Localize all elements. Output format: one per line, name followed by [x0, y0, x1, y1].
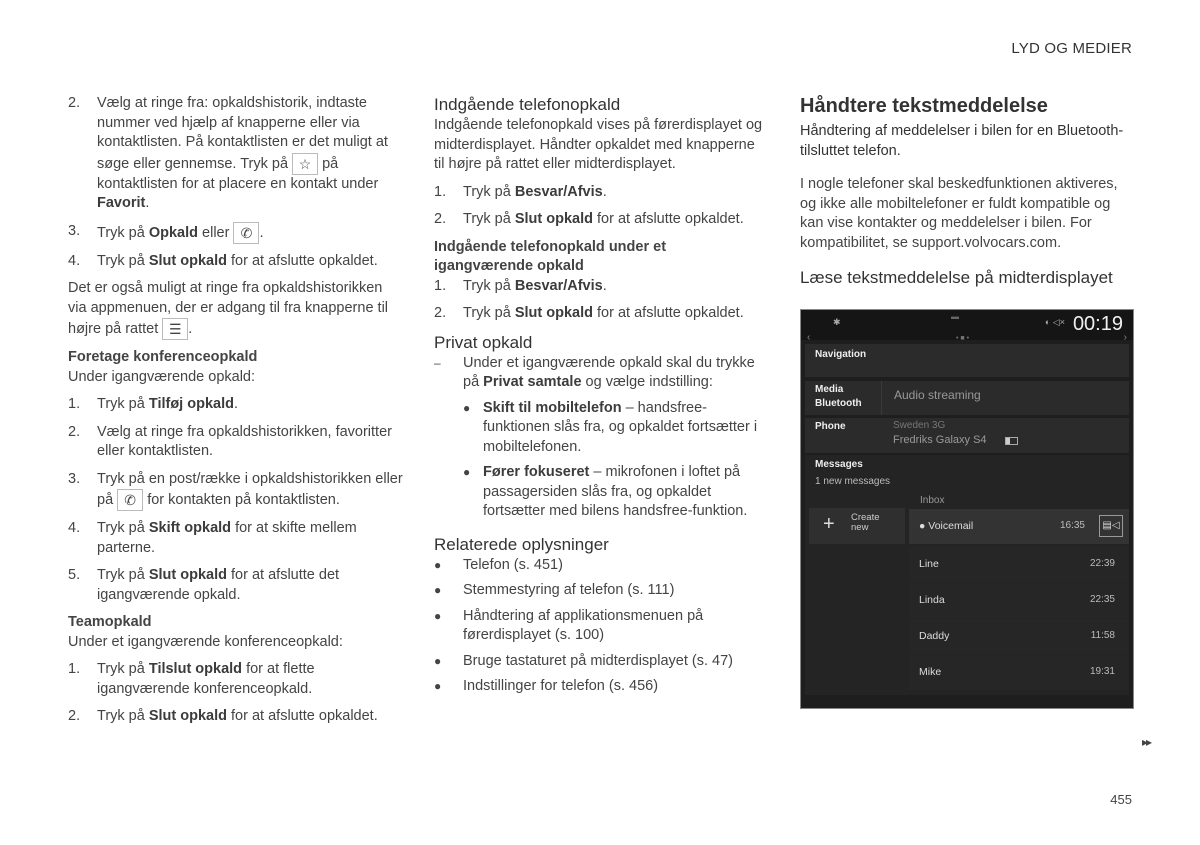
mute-icon: ◐ ◁× — [1044, 317, 1065, 327]
heading-private: Privat opkald — [434, 332, 533, 352]
step-4: 4. Tryk på Slut opkald for at afslutte opkaldet. — [68, 252, 378, 269]
related-link[interactable]: ● Indstillinger for telefon (s. 456) — [434, 678, 659, 694]
related-link[interactable]: ● Håndtering af applikationsmenuen på førerdisplayet (s. 100) — [434, 607, 704, 643]
conf-step-1: 1. Tryk på Tilføj opkald. — [68, 396, 238, 412]
conf-step-3: 3. Tryk på en post/række i opkaldshistorikken eller på ✆ for kontakten på kontaktlisten. — [68, 470, 403, 512]
page-dots-icon: • ■ • — [956, 335, 970, 342]
bluetooth-icon: ✱ — [833, 317, 841, 327]
step-2: 2. Vælg at ringe fra: opkaldshistorik, indtaste nummer ved hjælp af knapperne eller via kontaktlisten. På kontaktlisten er det muligt at søge eller gennemse. Tryk på ☆ på kontaktlisten for at placere en kontakt under Favorit. — [68, 95, 388, 211]
conference-intro: Under igangværende opkald: — [68, 368, 256, 385]
private-item: – Under et igangværende opkald skal du trykke på Privat samtale og vælge indstilling: — [434, 354, 755, 390]
page-number: 455 — [1110, 792, 1132, 807]
related-link[interactable]: ● Telefon (s. 451) — [434, 556, 563, 573]
private-option-driver: ● Fører fokuseret – mikrofonen i loftet på passagersiden slås fra, og opkaldet fortsætter med bilens handsfree-funktion. — [463, 464, 748, 519]
clock: 00:19 — [1072, 313, 1123, 335]
heading-related: Relaterede oplysninger — [434, 534, 609, 554]
related-link[interactable]: ● Stemmestyring af telefon (s. 111) — [434, 582, 675, 598]
message-item[interactable]: Mike 19:31 — [909, 655, 1129, 690]
pull-down-handle-icon[interactable]: ▬ — [951, 312, 959, 321]
conf-step-5: 5. Tryk på Slut opkald for at afslutte det igangværende opkald. — [68, 567, 340, 603]
message-item-voicemail[interactable]: ● Voicemail 16:35 ▤◁ — [909, 509, 1129, 544]
section-header: LYD OG MEDIER — [1011, 40, 1132, 57]
incoming-step-1: 1. Tryk på Besvar/Afvis. — [434, 183, 607, 200]
team-step-1: 1. Tryk på Tilslut opkald for at flette igangværende konferenceopkald. — [68, 661, 315, 697]
incoming-text: Indgående telefonopkald vises på førerdisplayet og midterdisplayet. Håndter opkaldet med knapperne til højre på rattet eller midterdisplayet. — [434, 117, 763, 172]
heading-text-messages: Håndtere tekstmeddelelse — [800, 95, 1048, 117]
message-item[interactable]: Daddy 11:58 — [909, 619, 1129, 654]
list-menu-icon: ☰ — [162, 318, 188, 340]
create-new-button[interactable]: + Create new — [809, 508, 905, 544]
heading-conference: Foretage konferenceopkald — [68, 349, 258, 365]
paragraph-history: Det er også muligt at ringe fra opkaldshistorikken via appmenuen, der er adgang til fra knapperne til højre på rattet ☰ . — [68, 279, 403, 340]
phone-icon: ✆ — [233, 222, 259, 244]
star-icon: ☆ — [292, 153, 318, 175]
column-2 — [434, 94, 764, 703]
messages-tile: Messages 1 new messages Inbox — [805, 455, 1129, 695]
related-link[interactable]: ● Bruge tastaturet på midterdisplayet (s. 47) — [434, 652, 733, 669]
during-step-2: 2. Tryk på Slut opkald for at afslutte opkaldet. — [434, 305, 744, 321]
navigation-tile[interactable]: Navigation — [805, 344, 1129, 377]
conf-step-2: 2. Vælg at ringe fra opkaldshistorikken, favoritter eller kontaktlisten. — [68, 423, 392, 459]
continue-arrows-icon: ▸▸ — [1141, 735, 1150, 749]
phone-tile[interactable]: Phone Sweden 3G Fredriks Galaxy S4 — [805, 418, 1129, 453]
read-aloud-icon[interactable]: ▤◁ — [1099, 515, 1123, 537]
battery-icon — [1005, 437, 1018, 445]
heading-incoming: Indgående telefonopkald — [434, 95, 621, 114]
message-item[interactable]: Line 22:39 — [909, 547, 1129, 582]
media-tile[interactable]: Media Bluetooth Audio streaming — [805, 381, 1129, 415]
team-step-2: 2. Tryk på Slut opkald for at afslutte opkaldet. — [68, 708, 378, 724]
during-step-1: 1. Tryk på Besvar/Afvis. — [434, 277, 607, 294]
phone-icon: ✆ — [117, 489, 143, 511]
chevron-right-icon: › — [1123, 332, 1127, 343]
text-messages-body: I nogle telefoner skal beskedfunktionen aktiveres, og ikke alle mobiltelefoner er fuldt kompatible og kan vise kontakter og meddelelser i bilen. For kompatibilitet, se support.volvocars.com. — [800, 176, 1118, 251]
column-3 — [800, 94, 1136, 289]
heading-incoming-during: Indgående telefonopkald under et igangværende opkald — [434, 238, 667, 274]
step-3: 3. Tryk på Opkald eller ✆ . — [68, 222, 403, 244]
plus-icon: + — [823, 513, 835, 535]
chevron-left-icon: ‹ — [807, 332, 811, 343]
heading-read-message: Læse tekstmeddelelse på midterdisplayet — [800, 268, 1113, 287]
column-1 — [68, 94, 403, 735]
center-display-screenshot — [800, 309, 1134, 709]
private-option-mobile: ● Skift til mobiltelefon – handsfree-funktionen slås fra, og opkaldet fortsætter i mobiltelefonen. — [463, 399, 758, 455]
message-item[interactable]: Linda 22:35 — [909, 583, 1129, 618]
heading-team-call: Teamopkald — [68, 614, 152, 630]
team-intro: Under et igangværende konferenceopkald: — [68, 633, 343, 650]
conf-step-4: 4. Tryk på Skift opkald for at skifte mellem parterne. — [68, 520, 357, 556]
incoming-step-2: 2. Tryk på Slut opkald for at afslutte opkaldet. — [434, 211, 744, 227]
text-messages-intro: Håndtering af meddelelser i bilen for en Bluetooth-tilsluttet telefon. — [800, 123, 1124, 159]
